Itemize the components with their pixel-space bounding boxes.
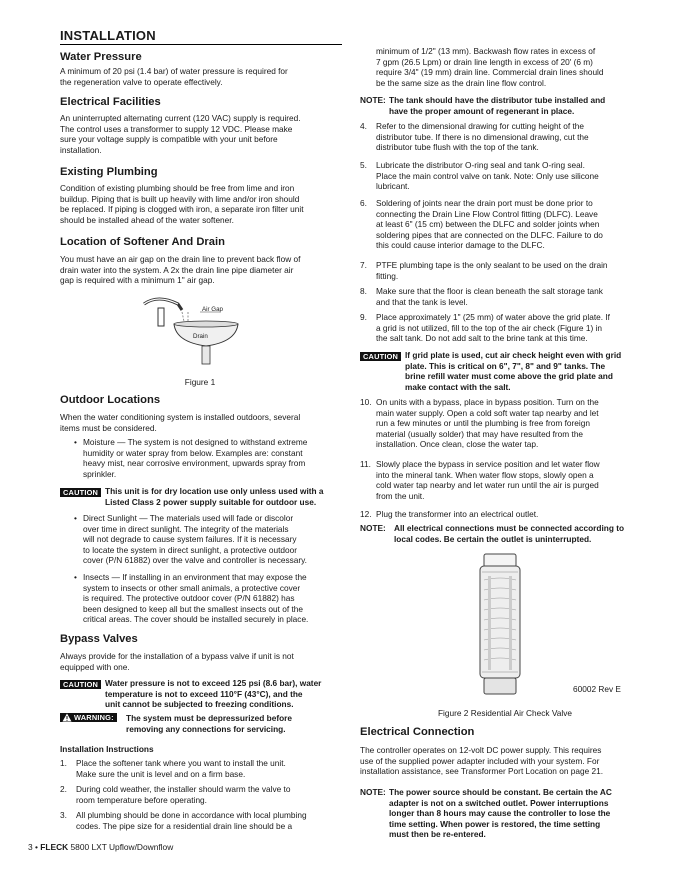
warning-label: WARNING: [74,713,114,722]
drain-label: Drain [193,333,208,340]
footer-bullet: • [35,842,38,852]
bullet-marker: • [74,513,77,523]
note-label: NOTE: [360,523,386,533]
heading-outdoor-locations: Outdoor Locations [60,394,161,406]
install-step-11: Slowly place the bypass in service position and let water flow into the mineral tank. When water flow stops, slowly open a cold water tap nearby and let water run until the air is purged from the unit. [376,459,600,501]
bypass-text: Always provide for the installation of a bypass valve if unit is not equipped with one. [60,651,294,672]
power-note-text: The power source should be constant. Be certain the AC adapter is not on a switched outlet. Power interruptions longer than 8 hours may cause the controller to lose the time setting. When power is restored, the time setting must then be re-entered. [389,787,612,840]
install-step-9: Place approximately 1" (25 mm) of water above the grid plate. If a grid is not utilized, fill to the top of the air check (Figure 1) in the salt tank. Do not add salt to the brine tank at this time. [376,312,610,344]
figure2-part-number: 60002 Rev E [573,684,621,694]
bullet-marker: • [74,437,77,447]
caution-badge: CAUTION [60,680,101,689]
step-number: 11. [360,459,371,469]
heading-electrical-facilities: Electrical Facilities [60,96,161,108]
footer-model: 5800 LXT Upflow/Downflow [70,842,174,852]
page-title: INSTALLATION [60,28,342,45]
step-number: 6. [360,198,367,208]
heading-installation-instructions: Installation Instructions [60,744,154,754]
page-footer [28,842,173,852]
water-pressure-text: A minimum of 20 psi (1.4 bar) of water pressure is required for the regeneration valve to operate effectively. [60,66,288,87]
outdoor-intro: When the water conditioning system is installed outdoors, several items must be considered. [60,412,301,433]
electrical-facilities-text: An uninterrupted alternating current (120 VAC) supply is required. The control uses a transformer to supply 12 VDC. Please make sure your voltage supply is compatible with your unit before installation. [60,113,301,155]
warning-triangle-icon [62,713,72,722]
step-number: 1. [60,758,67,768]
install-step-4: Refer to the dimensional drawing for cutting height of the distributor tube. If there is no dimensional drawing, cut the distributor tube flush with the top of the tank. [376,121,589,153]
heading-softener-location: Location of Softener And Drain [60,236,225,248]
note-label: NOTE: [360,787,386,797]
caution-badge: CAUTION [60,488,101,497]
heading-existing-plumbing: Existing Plumbing [60,166,158,178]
page-number: 3 [28,842,33,852]
step-number: 2. [60,784,67,794]
install-step-2: During cold weather, the installer should warm the valve to room temperature before operating. [76,784,291,805]
outdoor-bullet-insects: Insects — If installing in an environment that may expose the system to insects or other small animals, a protective cover is required. The protective outdoor cover (P/N 61882) has been designed to keep all but the smallest insects out of the critical areas. The cover should be installed securely in place. [83,572,309,625]
install-step-7: PTFE plumbing tape is the only sealant to be used on the drain fitting. [376,260,608,281]
bullet-marker: • [74,572,77,582]
step-number: 4. [360,121,367,131]
note-distributor-text: The tank should have the distributor tube installed and have the proper amount of regenerant in place. [389,95,606,116]
install-step-12: Plug the transformer into an electrical outlet. [376,509,539,519]
outdoor-caution-text: This unit is for dry location use only unless used with a Listed Class 2 power supply suitable for outdoor use. [105,486,324,507]
existing-plumbing-text: Condition of existing plumbing should be free from lime and iron buildup. Piping that is built up heavily with lime and/or iron should be replaced. If piping is clogged with iron, a separate iron filter unit should be installed ahead of the water softener. [60,183,304,225]
air-gap-label: Air Gap [202,306,223,313]
install-step-1: Place the softener tank where you want to install the unit. Make sure the unit is level and on a firm base. [76,758,286,779]
install-step-3-continued: minimum of 1/2" (13 mm). Backwash flow rates in excess of 7 gpm (26.5 Lpm) or drain line length in excess of 20' (6 m) require 3/4" (19 mm) drain line. Commercial drain lines should be the same size as the drain line flow control. [376,46,604,88]
warning-badge [60,713,117,722]
bypass-caution-text: Water pressure is not to exceed 125 psi (8.6 bar), water temperature is not to exceed 110°F (43°C), and the unit cannot be subjected to freezing conditions. [105,678,322,710]
softener-location-text: You must have an air gap on the drain line to prevent back flow of drain water into the system. A 2x the drain line pipe diameter air gap is required with a minimum 1" air gap. [60,254,301,286]
grid-plate-caution-text: If grid plate is used, cut air check height even with grid plate. This is critical on 6", 7", 8" and 9" tanks. The brine refill water must come above the grid plate and make contact with the salt. [405,350,622,392]
air-check-valve-figure [470,552,530,700]
outdoor-bullet-moisture: Moisture — The system is not designed to withstand extreme humidity or water spray from below. Examples are: constant heavy mist, near corrosive environment, upwards spray from sprinkler. [83,437,308,479]
caution-badge: CAUTION [360,352,401,361]
air-gap-figure [140,290,270,370]
note-electrical-text: All electrical connections must be connected according to local codes. Be certain the outlet is uninterrupted. [394,523,625,544]
install-step-3: All plumbing should be done in accordance with local plumbing codes. The pipe size for a residential drain line should be a [76,810,307,831]
figure1-caption: Figure 1 [184,377,216,387]
note-label: NOTE: [360,95,386,105]
step-number: 10. [360,397,372,407]
heading-electrical-connection: Electrical Connection [360,726,475,738]
step-number: 5. [360,160,367,170]
step-number: 7. [360,260,367,270]
footer-brand: FLECK [40,842,69,852]
step-number: 3. [60,810,67,820]
step-number: 12. [360,509,372,519]
outdoor-bullet-sunlight: Direct Sunlight — The materials used will fade or discolor over time in direct sunlight. The integrity of the materials will not degrade to cause system failures. If it is necessary to locate the system in direct sunlight, a protective outdoor cover (P/N 61882) over the valve and controller is necessary. [83,513,307,566]
install-step-6: Soldering of joints near the drain port must be done prior to connecting the Drain Line Flow Control fitting (DLFC). Leave at least 6" (15 cm) between the DLFC and solder joints when soldering pipes that are connected on the DLFC. Failure to do this could cause interior damage to the DLFC. [376,198,603,251]
electrical-connection-text: The controller operates on 12-volt DC power supply. This requires use of the supplied power adapter included with your system. For installation assistance, see Transformer Port Location on page 21. [360,745,604,777]
install-step-8: Make sure that the floor is clean beneath the salt storage tank and that the tank is level. [376,286,603,307]
figure2-caption: Figure 2 Residential Air Check Valve [437,708,573,718]
bypass-warning-text: The system must be depressurized before removing any connections for servicing. [126,713,292,734]
heading-water-pressure: Water Pressure [60,51,142,63]
step-number: 9. [360,312,367,322]
heading-bypass-valves: Bypass Valves [60,633,138,645]
step-number: 8. [360,286,367,296]
install-step-10: On units with a bypass, place in bypass position. Turn on the main water supply. Open a cold soft water tap nearby and let run a few minutes or until the plumbing is free from foreign material (usually solder) that may have resulted from the installation. Once clean, close the water tap. [376,397,599,450]
install-step-5: Lubricate the distributor O-ring seal and tank O-ring seal. Place the main control valve on tank. Note: Only use silicone lubricant. [376,160,599,192]
